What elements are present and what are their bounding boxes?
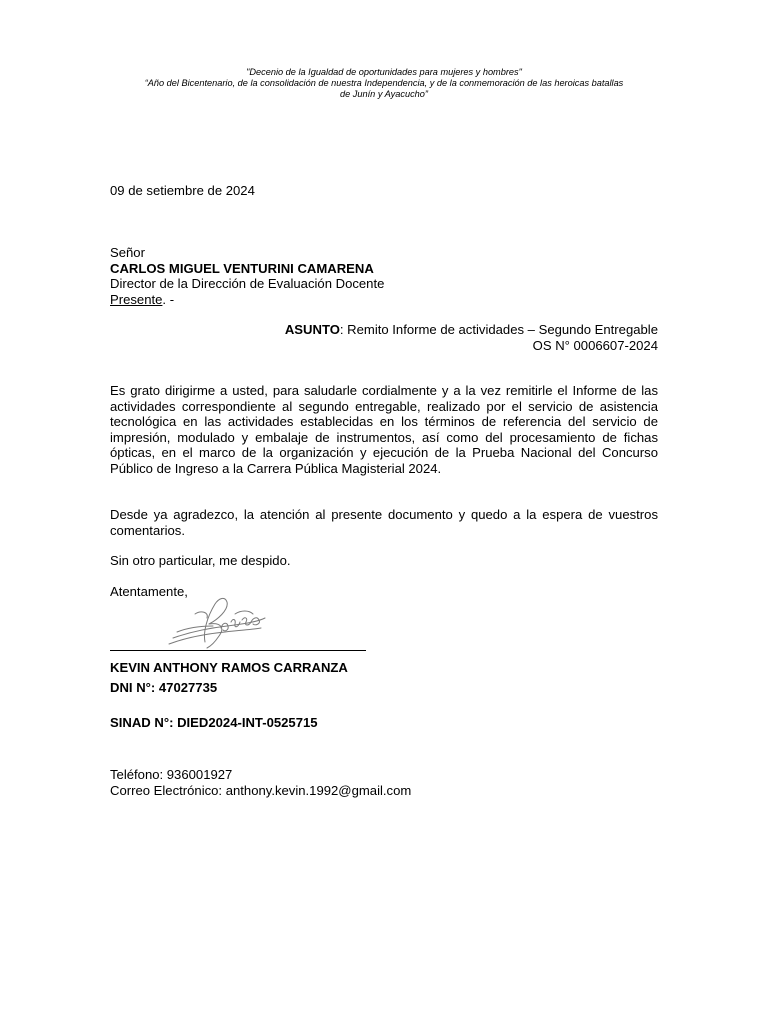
signer-block [110, 660, 658, 699]
letter-header [110, 67, 658, 100]
body-paragraph-1: Es grato dirigirme a usted, para saludarle cordialmente y a la vez remitirle el Informe de las actividades correspondiente al segundo entregable, realizado por el servicio de asistencia tecnológica en las actividades establecidas en los términos de referencia del servicio de impresión, modulado y embalaje de instrumentos, así como del procesamiento de fichas ópticas, en el marco de la organización y ejecución de la Prueba Nacional del Concurso Público de Ingreso a la Carrera Pública Magisterial 2024. [110, 383, 658, 476]
subject-line [110, 322, 658, 338]
contact-block [110, 767, 658, 798]
subject-label: ASUNTO [284, 322, 340, 337]
recipient-block [110, 245, 658, 307]
header-line-1: "Decenio de la Igualdad de oportunidades para mujeres y hombres" [246, 67, 522, 77]
recipient-presente [110, 292, 658, 308]
signer-dni: DNI N°: 47027735 [110, 679, 218, 695]
header-line-2: “Año del Bicentenario, de la consolidación de nuestra Independencia, y de la conmemoración de las heroicas batallas [144, 78, 624, 88]
recipient-salutation: Señor [110, 245, 145, 260]
header-line-3: de Junín y Ayacucho” [340, 89, 428, 99]
presente-word: Presente [110, 291, 163, 307]
handwritten-signature [165, 592, 270, 650]
subject-text: : Remito Informe de actividades – Segundo Entregable [339, 322, 658, 337]
subject-block [110, 322, 658, 353]
contact-email: Correo Electrónico: anthony.kevin.1992@gmail.com [110, 782, 412, 798]
recipient-name: CARLOS MIGUEL VENTURINI CAMARENA [110, 260, 374, 276]
body-paragraph-3: Sin otro particular, me despido. [110, 553, 291, 568]
signature-line [110, 650, 366, 651]
closing-text: Atentamente, [110, 584, 188, 599]
sinad-number: SINAD N°: DIED2024-INT-0525715 [110, 715, 318, 730]
body-paragraph-2: Desde ya agradezco, la atención al presente documento y quedo a la espera de vuestros comentarios. [110, 507, 658, 538]
presente-suffix: . - [162, 291, 175, 307]
letter-date: 09 de setiembre de 2024 [110, 183, 255, 198]
contact-phone: Teléfono: 936001927 [110, 767, 233, 782]
recipient-position: Director de la Dirección de Evaluación Docente [110, 276, 385, 291]
signer-name: KEVIN ANTHONY RAMOS CARRANZA [110, 660, 348, 675]
order-number: OS N° 0006607-2024 [532, 337, 658, 353]
